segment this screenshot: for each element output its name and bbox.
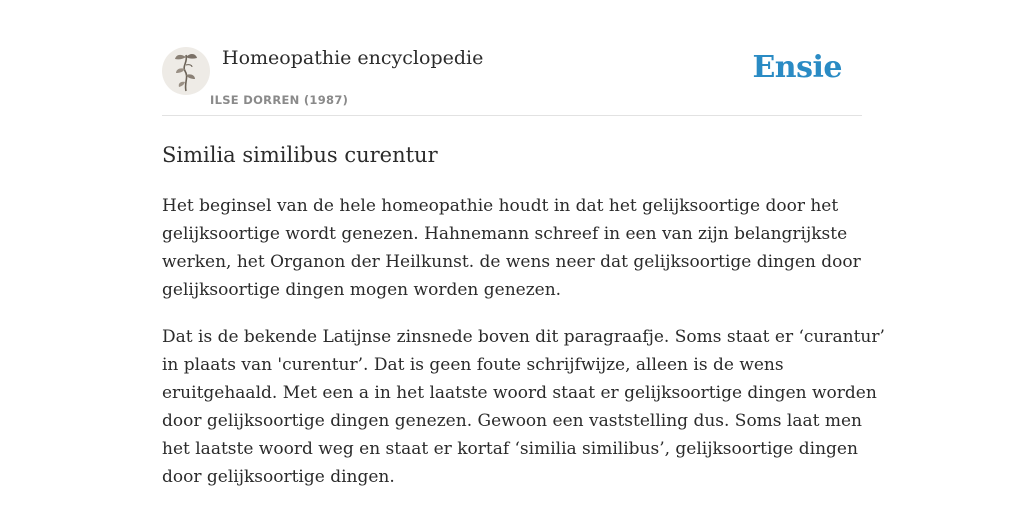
paragraph-line: Het beginsel van de hele homeopathie houdt in dat het gelijksoortige door het [162,196,839,216]
paragraph-line: gelijksoortige dingen mogen worden genezen. [162,280,562,300]
paragraph-line: werken, het Organon der Heilkunst. de wens neer dat gelijksoortige dingen door [162,252,861,272]
paragraph-2 [162,323,885,491]
encyclopedia-title[interactable]: Homeopathie encyclopedie [222,47,484,69]
paragraph-line: door gelijksoortige dingen genezen. Gewoon een vaststelling dus. Soms laat men [162,411,863,431]
paragraph-line: eruitgehaald. Met een a in het laatste woord staat er gelijksoortige dingen worden [162,383,877,403]
paragraph-1 [162,192,862,304]
article-title: Similia similibus curentur [162,143,438,167]
paragraph-line: Dat is de bekende Latijnse zinsnede boven dit paragraafje. Soms staat er ‘curantur’ [162,327,885,347]
paragraph-line: door gelijksoortige dingen. [162,467,395,487]
author-credit: ILSE DORREN (1987) [210,93,349,107]
ensie-logo[interactable]: Ensie [752,50,842,85]
paragraph-line: gelijksoortige wordt genezen. Hahnemann schreef in een van zijn belangrijkste [162,224,848,244]
article-card [162,40,885,487]
plant-sketch-icon[interactable] [162,47,210,95]
paragraph-line: het laatste woord weg en staat er kortaf ‘similia similibus’, gelijksoortige dingen [162,439,858,459]
article-header [162,40,862,116]
paragraph-line: in plaats van 'curentur’. Dat is geen foute schrijfwijze, alleen is de wens [162,355,784,375]
